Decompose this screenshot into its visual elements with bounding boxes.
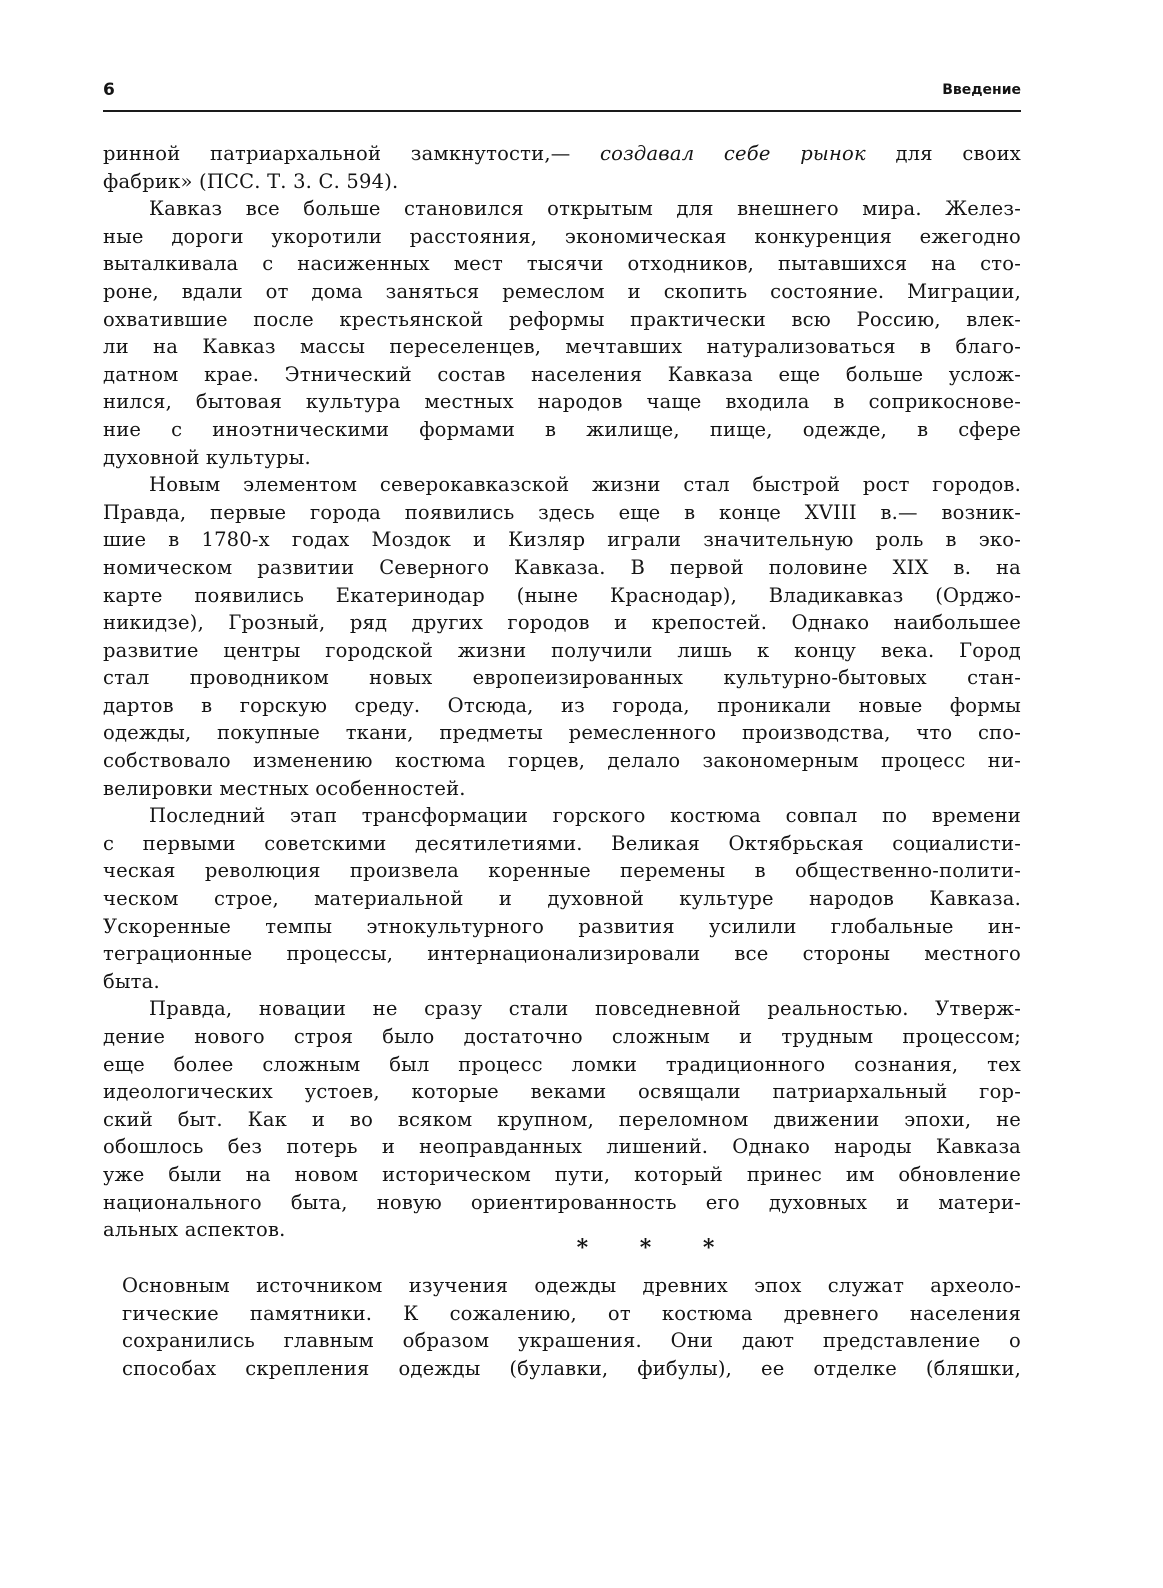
text-line: идеологических устоев, которые веками освящали патриархальный гор- [103,1080,1021,1104]
text-line: дартов в горскую среду. Отсюда, из города, проникали новые формы [103,693,1021,717]
text-line: датном крае. Этнический состав населения Кавказа еще больше услож- [103,362,1021,386]
section-title: Введение [942,82,1021,98]
text-line: ние с иноэтническими формами в жилище, пище, одежде, в сфере [103,417,1021,441]
running-header [103,80,1021,110]
text-line: охватившие после крестьянской реформы практически всю Россию, влек- [103,307,1021,331]
paragraph-first-line: Правда, новации не сразу стали повседневной реальностью. Утверж- [149,997,1021,1021]
text-line: Правда, первые города появились здесь еще в конце XVIII в.— возник- [103,500,1021,524]
text-line: роне, вдали от дома заняться ремеслом и скопить состояние. Миграции, [103,279,1021,303]
next-section-text [122,1272,1021,1382]
text-line: с первыми советскими десятилетиями. Великая Октябрьская социалисти- [103,831,1021,855]
text-line: собствовало изменению костюма горцев, делало закономерным процесс ни- [103,749,1021,773]
paragraph-first-line: Последний этап трансформации горского костюма совпал по времени [149,804,1021,828]
text-line: теграционные процессы, интернационализировали все стороны местного [103,942,1021,966]
header-rule [103,110,1021,112]
paragraph-first-line: Новым элементом северокавказской жизни стал быстрой рост городов. [149,473,1021,497]
text-line: ные дороги укоротили расстояния, экономическая конкуренция ежегодно [103,224,1021,248]
text-line: выталкивала с насиженных мест тысячи отходников, пытавшихся на сто- [103,252,1021,276]
text-line: дение нового строя было достаточно сложным и трудным процессом; [103,1025,1021,1048]
text-line: ринной патриархальной замкнутости,— создавал себе рынок для своих [103,142,1021,165]
text-line: способах скрепления одежды (булавки, фибулы), ее отделке (бляшки, [122,1356,1021,1380]
page-number: 6 [103,80,115,100]
text-line: ли на Кавказ массы переселенцев, мечтавших натурализоваться в благо- [103,335,1021,359]
text-line: ческая революция произвела коренные перемены в общественно-полити- [103,859,1021,883]
text-line: шие в 1780-х годах Моздок и Кизляр играли значительную роль в эко- [103,528,1021,552]
text-line: стал проводником новых европеизированных культурно-бытовых стан- [103,666,1021,690]
text-line: никидзе), Грозный, ряд других городов и крепостей. Однако наибольшее [103,611,1021,635]
paragraph-first-line: Кавказ все больше становился открытым для внешнего мира. Желез- [149,197,1021,221]
text-line: духовной культуры. [103,445,311,469]
text-line: номическом развитии Северного Кавказа. В первой половине XIX в. на [103,555,1021,579]
text-line: карте появились Екатеринодар (ныне Краснодар), Владикавказ (Орджо- [103,583,1021,607]
text-line: развитие центры городской жизни получили лишь к концу века. Город [103,638,1021,662]
text-line: фабрик» (ПСС. Т. 3. С. 594). [103,169,399,193]
text-line: гические памятники. К сожалению, от костюма древнего населения [122,1301,1021,1325]
text-line: альных аспектов. [103,1218,286,1242]
text-line: ческом строе, материальной и духовной культуре народов Кавказа. [103,887,1021,911]
text-line: обошлось без потерь и неоправданных лишений. Однако народы Кавказа [103,1135,1021,1159]
text-line: быта. [103,969,160,993]
text-line: одежды, покупные ткани, предметы ремесленного производства, что спо- [103,721,1021,745]
main-text [103,140,1021,1244]
text-line: Ускоренные темпы этнокультурного развития усилили глобальные ин- [103,914,1021,938]
text-line: нился, бытовая культура местных народов чаще входила в соприкоснове- [103,390,1021,414]
section-separator: * * * [576,1235,737,1261]
text-line: сохранились главным образом украшения. Они дают представление о [122,1329,1021,1353]
text-line: Основным источником изучения одежды древних эпох служат археоло- [122,1274,1021,1297]
text-line: ский быт. Как и во всяком крупном, переломном движении эпохи, не [103,1107,1021,1131]
text-line: уже были на новом историческом пути, который принес им обновление [103,1162,1021,1186]
italic-emphasis: создавал себе рынок [600,142,866,165]
text-line: еще более сложным был процесс ломки традиционного сознания, тех [103,1052,1021,1076]
text-line: национального быта, новую ориентированность его духовных и матери- [103,1190,1021,1214]
text-line: велировки местных особенностей. [103,776,466,800]
